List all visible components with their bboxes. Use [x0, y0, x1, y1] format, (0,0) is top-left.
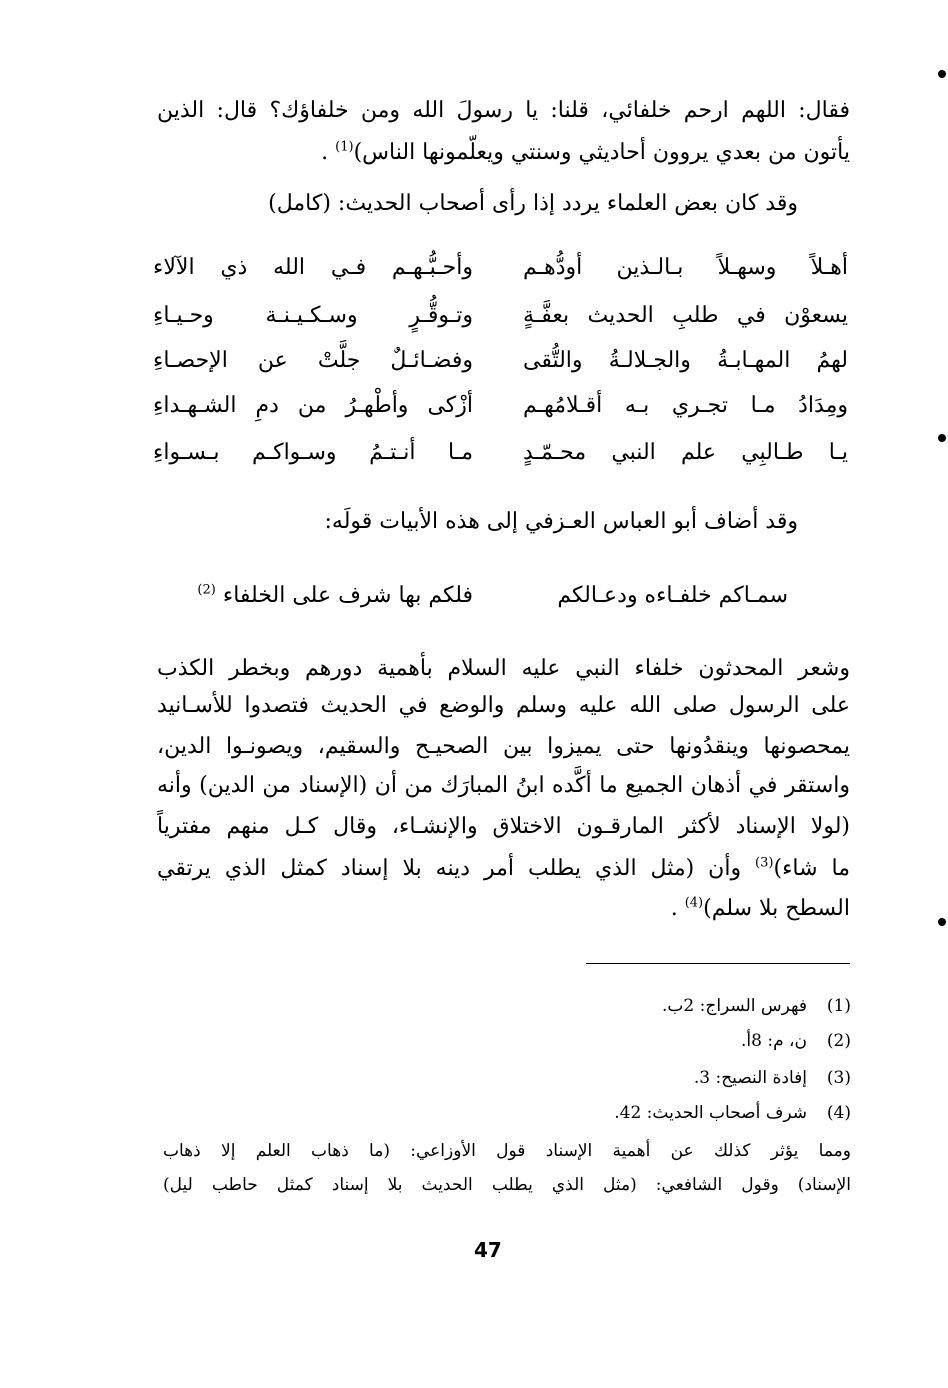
page-number: 47	[474, 1238, 502, 1262]
footnote-text: فهرس السراج: 2ب.	[661, 996, 807, 1016]
footnote-number: (3)	[826, 1068, 851, 1088]
paragraph-line: يمحصونها وينقدُونها حتى يميزوا بين الصحيـح والسقيم، ويصونـوا الدين،	[157, 734, 850, 759]
footnote	[741, 1028, 851, 1054]
margin-mark	[938, 70, 946, 78]
footnote-ref: (1)	[335, 139, 354, 155]
paragraph-line: فقال: اللهم ارحم خلفائي، قلنا: يا رسولَ الله ومن خلفاؤك؟ قال: الذين	[157, 98, 850, 123]
verse-second-hemistich: مـا أنـتـمُ وسـواكـم بـسـواءِ	[153, 440, 473, 465]
footnote	[614, 1100, 851, 1126]
footnote-ref: (4)	[684, 895, 704, 911]
footnote	[694, 1065, 851, 1091]
footnote-ref: (2)	[197, 582, 216, 598]
footnote-note-line: الإسناد) وقول الشافعي: (مثل الذي يطلب الحديث بلا إسناد كمثل حاطب ليل)	[163, 1175, 851, 1195]
paragraph-text	[678, 896, 685, 921]
paragraph-line: على الرسول صلى الله عليه وسلم والوضع في الحديث فتصدوا للأسـانيد	[157, 693, 850, 718]
footnote-text: ن، م: 8أ.	[740, 1031, 807, 1051]
verse-text: فلكم بها شرف على الخلفاء	[222, 583, 473, 608]
paragraph-line	[671, 893, 850, 925]
verse-first-hemistich: يـا طـالبِي علم النبي محـمّـدٍ	[523, 440, 848, 465]
paragraph-text: يأتون من بعدي يروون أحاديثي وسنتي ويعلّمونها الناس)	[353, 140, 850, 165]
verse-first-hemistich: يسعوْن في طلبِ الحديث بعفَّـةٍ	[523, 303, 848, 328]
paragraph-line	[321, 137, 850, 169]
footnote-number: (2)	[826, 1031, 851, 1051]
margin-mark	[938, 918, 946, 926]
paragraph-text: .	[670, 896, 678, 921]
added-verse-second-hemistich	[197, 580, 473, 612]
verse-first-hemistich: أهـلاً وسهـلاً بـالـذين أودُّهـم	[523, 255, 848, 280]
verse-first-hemistich: لهمُ المهـابـةُ والجـلالـةُ والتُّقى	[523, 348, 848, 373]
footnote-ref: (3)	[755, 855, 774, 871]
paragraph-line: وشعر المحدثون خلفاء النبي عليه السلام بأهمية دورهم وبخطر الكذب	[157, 656, 850, 681]
verse-second-hemistich: أزْكى وأطْهـرُ من دمِ الشـهـداءِ	[153, 393, 473, 418]
added-verse-intro: وقد أضاف أبو العباس العـزفي إلى هذه الأبيات قولَه:	[324, 509, 798, 534]
paragraph-line: (لولا الإسناد لأكثر المارقـون الاختلاق والإنشـاء، وقال كـل منهم مفترياً	[157, 814, 850, 839]
footnote	[662, 993, 851, 1019]
footnote-divider	[586, 963, 850, 964]
verse-first-hemistich: ومِدَادُ مـا تجـري بـه أقـلامُهـم	[523, 393, 848, 418]
paragraph-line: واستقر في أذهان الجميع ما أكَّده ابنُ المبارَك من أن (الإسناد من الدين) وأنه	[157, 773, 850, 798]
verse-second-hemistich: وتـوقُّـرٍ وسـكـيـنـة وحـيـاءِ	[153, 303, 473, 328]
paragraph-text: .	[321, 140, 329, 165]
verse-intro: وقد كان بعض العلماء يردد إذا رأى أصحاب الحديث: (كامل)	[268, 191, 798, 216]
verse-second-hemistich: وفضـائـلٌ جلَّتْ عن الإحصـاءِ	[153, 348, 473, 373]
footnote-text: شرف أصحاب الحديث: 42.	[614, 1103, 807, 1123]
paragraph-text: السطح بلا سلم)	[703, 896, 850, 921]
footnote-number: (1)	[826, 996, 851, 1016]
paragraph-text: وأن (مثل الذي يطلب أمر دينه بلا إسناد كمثل الذي يرتقي	[157, 856, 756, 881]
verse-text	[216, 583, 223, 608]
footnote-text: إفادة النصيح: 3.	[693, 1068, 807, 1088]
paragraph-text: ما شاء)	[773, 856, 850, 881]
footnote-note-line: ومما يؤثر كذلك عن أهمية الإسناد قول الأوزاعي: (ما ذهاب العلم إلا ذهاب	[163, 1141, 851, 1161]
footnote-number: (4)	[826, 1103, 851, 1123]
verse-second-hemistich: وأحـبُّـهـم فـي الله ذي الآلاء	[153, 255, 473, 280]
added-verse-first-hemistich: سمـاكم خلفـاءه ودعـالكم	[557, 583, 788, 608]
margin-mark	[938, 434, 946, 442]
paragraph-line	[157, 853, 850, 885]
